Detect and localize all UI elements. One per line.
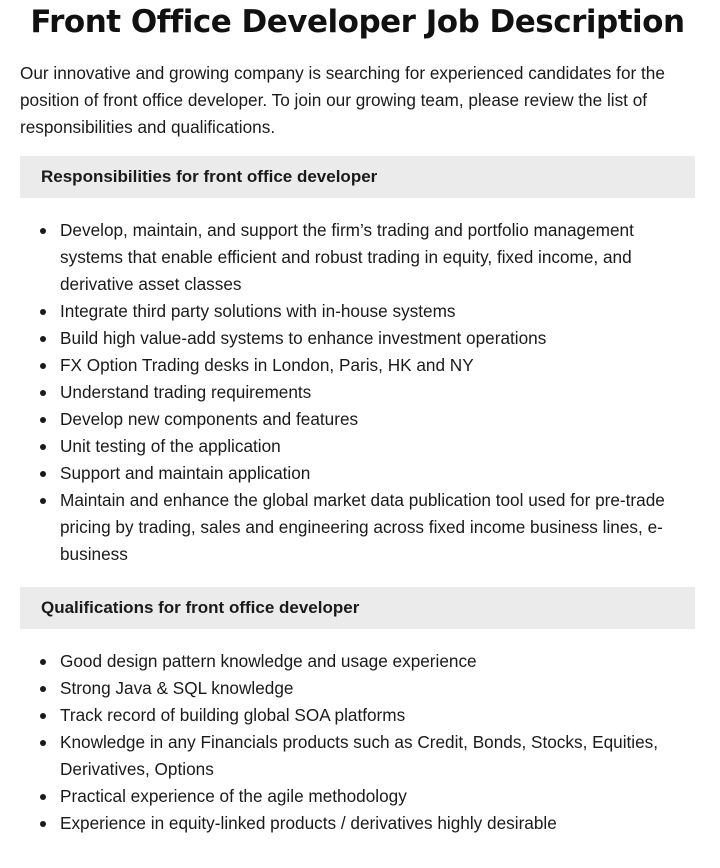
list-item-text: Strong Java & SQL knowledge (60, 678, 294, 698)
list-item (20, 352, 696, 379)
list-item-text: Build high value-add systems to enhance investment operations (60, 328, 547, 348)
bullet-icon (40, 390, 46, 396)
list-item (20, 406, 696, 433)
bullet-icon (40, 794, 46, 800)
responsibilities-list (20, 217, 696, 568)
list-item (20, 487, 696, 568)
bullet-icon (40, 686, 46, 692)
page-title: Front Office Developer Job Description (30, 4, 685, 40)
list-item-text: Develop, maintain, and support the firm’s trading and portfolio management systems that enable efficient and robust trading in equity, fixed income, and derivative asset classes (60, 220, 634, 294)
bullet-icon (40, 740, 46, 746)
list-item-text: Develop new components and features (60, 409, 359, 429)
list-item (20, 810, 696, 837)
bullet-icon (40, 659, 46, 665)
list-item-text: Support and maintain application (60, 463, 311, 483)
intro-paragraph: Our innovative and growing company is searching for experienced candidates for the position of front office developer. To join our growing team, please review the list of responsibilities and qualifications. (20, 63, 665, 137)
list-item-text: Maintain and enhance the global market data publication tool used for pre-trade pricing by trading, sales and engineering across fixed income business lines, e-business (60, 490, 665, 564)
list-item (20, 217, 696, 298)
list-item-text: Unit testing of the application (60, 436, 281, 456)
bullet-icon (40, 417, 46, 423)
list-item (20, 675, 696, 702)
qualifications-list (20, 648, 696, 837)
list-item (20, 648, 696, 675)
list-item-text: FX Option Trading desks in London, Paris, HK and NY (60, 355, 474, 375)
list-item (20, 379, 696, 406)
list-item (20, 460, 696, 487)
list-item (20, 729, 696, 783)
bullet-icon (40, 713, 46, 719)
bullet-icon (40, 498, 46, 504)
list-item (20, 702, 696, 729)
list-item-text: Practical experience of the agile methodology (60, 786, 407, 806)
list-item (20, 783, 696, 810)
qualifications-heading: Qualifications for front office developer (20, 587, 695, 629)
bullet-icon (40, 821, 46, 827)
list-item-text: Good design pattern knowledge and usage experience (60, 651, 477, 671)
bullet-icon (40, 444, 46, 450)
list-item (20, 325, 696, 352)
list-item-text: Experience in equity-linked products / derivatives highly desirable (60, 813, 557, 833)
list-item-text: Integrate third party solutions with in-house systems (60, 301, 456, 321)
list-item-text: Understand trading requirements (60, 382, 312, 402)
bullet-icon (40, 309, 46, 315)
bullet-icon (40, 336, 46, 342)
list-item (20, 433, 696, 460)
bullet-icon (40, 471, 46, 477)
list-item (20, 298, 696, 325)
list-item-text: Knowledge in any Financials products such as Credit, Bonds, Stocks, Equities, Derivatives, Options (60, 732, 659, 779)
responsibilities-heading: Responsibilities for front office developer (20, 156, 695, 198)
list-item-text: Track record of building global SOA platforms (60, 705, 406, 725)
bullet-icon (40, 363, 46, 369)
bullet-icon (40, 228, 46, 234)
